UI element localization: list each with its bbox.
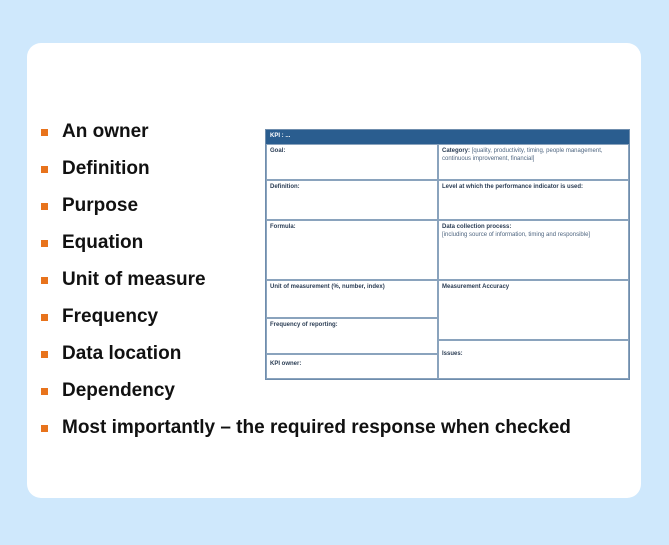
square-bullet-icon bbox=[41, 166, 48, 173]
category-detail: [quality, productivity, timing, people management, continuous improvement, financial] bbox=[442, 148, 603, 162]
data-collection-cell bbox=[438, 220, 629, 280]
bullet-text: Data location bbox=[62, 343, 182, 364]
bullet-item bbox=[41, 380, 175, 402]
bullet-item bbox=[41, 306, 158, 328]
issues-cell bbox=[438, 340, 629, 379]
square-bullet-icon bbox=[41, 277, 48, 284]
bullet-text: Purpose bbox=[62, 195, 139, 216]
square-bullet-icon bbox=[41, 314, 48, 321]
frequency-cell bbox=[266, 318, 438, 354]
bullet-item bbox=[41, 121, 149, 143]
owner-label: KPI owner: bbox=[270, 361, 302, 367]
level-label: Level at which the performance indicator is used: bbox=[442, 184, 584, 190]
square-bullet-icon bbox=[41, 129, 48, 136]
data-collection-detail: [including source of information, timing and responsible] bbox=[442, 231, 591, 238]
formula-cell bbox=[266, 220, 438, 280]
formula-label: Formula: bbox=[270, 224, 296, 230]
accuracy-label: Measurement Accuracy bbox=[442, 284, 510, 290]
accuracy-cell bbox=[438, 280, 629, 340]
slide-card bbox=[27, 43, 641, 498]
square-bullet-icon bbox=[41, 351, 48, 358]
bullet-item bbox=[41, 417, 571, 439]
square-bullet-icon bbox=[41, 388, 48, 395]
unit-cell bbox=[266, 280, 438, 318]
bullet-text: Dependency bbox=[62, 380, 175, 401]
kpi-table-title: KPI : ... bbox=[266, 130, 629, 144]
data-collection-label: Data collection process: bbox=[442, 224, 512, 230]
frequency-label: Frequency of reporting: bbox=[270, 322, 338, 328]
issues-label: Issues: bbox=[442, 351, 463, 357]
goal-cell bbox=[266, 144, 438, 180]
definition-cell bbox=[266, 180, 438, 220]
square-bullet-icon bbox=[41, 203, 48, 210]
bullet-text: Unit of measure bbox=[62, 269, 206, 290]
bullet-text: Most importantly – the required response when checked bbox=[62, 417, 571, 438]
bullet-item bbox=[41, 232, 143, 254]
bullet-item bbox=[41, 195, 138, 217]
level-cell bbox=[438, 180, 629, 220]
category-cell bbox=[438, 144, 629, 180]
bullet-item bbox=[41, 343, 181, 365]
bullet-text: An owner bbox=[62, 121, 149, 142]
definition-label: Definition: bbox=[270, 184, 300, 190]
category-label: Category: bbox=[442, 148, 471, 154]
square-bullet-icon bbox=[41, 240, 48, 247]
bullet-item bbox=[41, 158, 150, 180]
square-bullet-icon bbox=[41, 425, 48, 432]
bullet-text: Frequency bbox=[62, 306, 159, 327]
goal-label: Goal: bbox=[270, 148, 286, 154]
bullet-text: Equation bbox=[62, 232, 144, 253]
unit-label: Unit of measurement (%, number, index) bbox=[270, 284, 385, 290]
bullet-text: Definition bbox=[62, 158, 150, 179]
kpi-template-table bbox=[265, 129, 630, 380]
bullet-item bbox=[41, 269, 206, 291]
owner-cell bbox=[266, 354, 438, 379]
